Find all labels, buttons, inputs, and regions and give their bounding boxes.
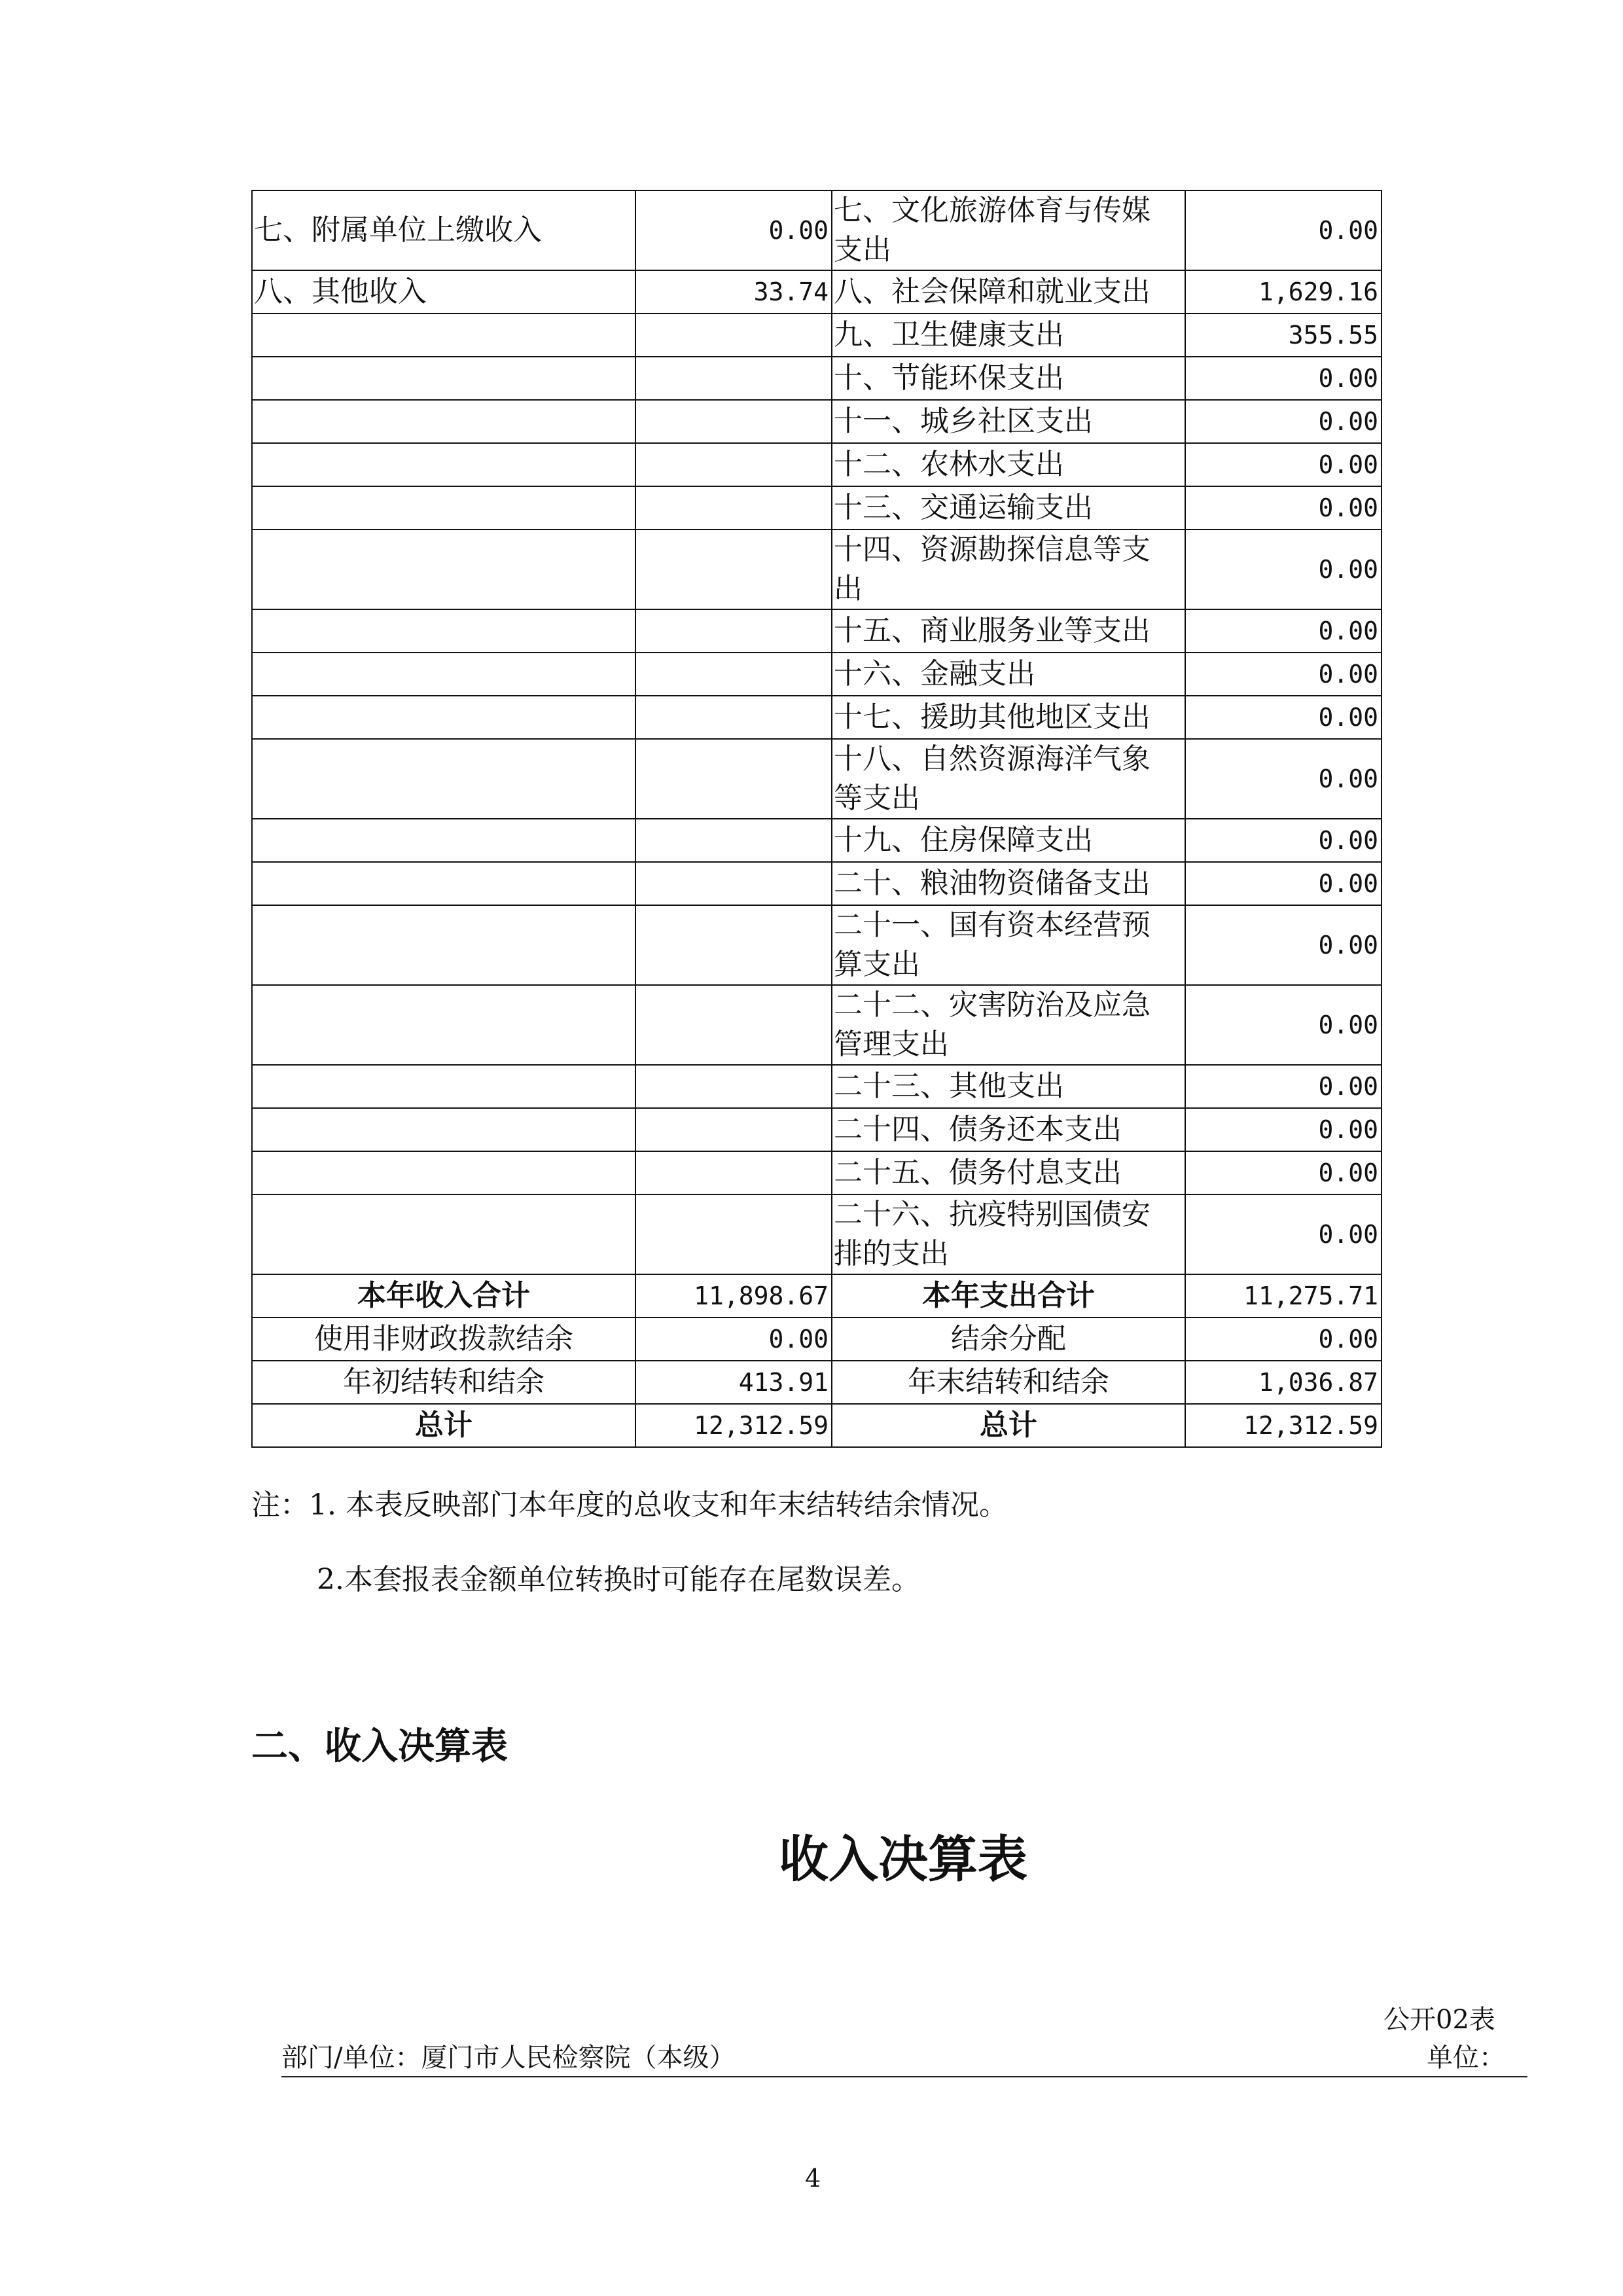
table-title: 收入决算表 xyxy=(779,1830,1027,1888)
note-2: 2.本套报表金额单位转换时可能存在尾数误差。 xyxy=(317,1563,920,1596)
note-1: 1. 本表反映部门本年度的总收支和年末结转结余情况。 xyxy=(309,1488,1008,1522)
expenditure-item-label: 十三、交通运输支出 xyxy=(832,486,1185,529)
expenditure-item-value: 0.00 xyxy=(1185,819,1382,862)
income-item-label xyxy=(252,529,635,609)
expenditure-item-value: 0.00 xyxy=(1185,1108,1382,1151)
table-row xyxy=(252,1194,1382,1274)
income-item-label xyxy=(252,862,635,905)
expenditure-item-value: 0.00 xyxy=(1185,443,1382,486)
income-item-label xyxy=(252,1065,635,1108)
expenditure-item-value: 0.00 xyxy=(1185,739,1382,819)
expenditure-item-value: 0.00 xyxy=(1185,862,1382,905)
income-item-label xyxy=(252,1108,635,1151)
department-label: 部门/单位：厦门市人民检察院（本级） xyxy=(281,2043,736,2073)
expenditure-item-value: 0.00 xyxy=(1185,529,1382,609)
unit-label: 单位： xyxy=(1427,2043,1505,2073)
summary-income-value: 11,898.67 xyxy=(635,1274,832,1318)
expenditure-item-label: 十五、商业服务业等支出 xyxy=(832,609,1185,653)
table-row xyxy=(252,486,1382,529)
table-row xyxy=(252,819,1382,862)
income-item-label xyxy=(252,905,635,985)
income-item-value: 0.00 xyxy=(635,190,832,270)
income-item-value xyxy=(635,739,832,819)
income-item-label xyxy=(252,653,635,696)
income-item-value xyxy=(635,609,832,653)
expenditure-item-value: 1,629.16 xyxy=(1185,270,1382,314)
summary-income-label: 使用非财政拨款结余 xyxy=(252,1318,635,1361)
expenditure-item-value: 0.00 xyxy=(1185,653,1382,696)
summary-row xyxy=(252,1318,1382,1361)
form-code: 公开02表 xyxy=(1383,2005,1495,2035)
expenditure-item-label: 九、卫生健康支出 xyxy=(832,314,1185,357)
summary-expenditure-value: 0.00 xyxy=(1185,1318,1382,1361)
expenditure-item-value: 0.00 xyxy=(1185,400,1382,443)
table-row xyxy=(252,529,1382,609)
income-item-value xyxy=(635,1065,832,1108)
income-item-value xyxy=(635,862,832,905)
expenditure-item-label: 二十三、其他支出 xyxy=(832,1065,1185,1108)
income-item-label xyxy=(252,443,635,486)
expenditure-item-label: 二十五、债务付息支出 xyxy=(832,1151,1185,1194)
expenditure-item-label: 十八、自然资源海洋气象等支出 xyxy=(832,739,1185,819)
income-item-label xyxy=(252,1151,635,1194)
income-item-label xyxy=(252,357,635,400)
expenditure-item-label: 十九、住房保障支出 xyxy=(832,819,1185,862)
expenditure-item-label: 十、节能环保支出 xyxy=(832,357,1185,400)
table-row xyxy=(252,739,1382,819)
expenditure-item-label: 八、社会保障和就业支出 xyxy=(832,270,1185,314)
income-item-value xyxy=(635,486,832,529)
income-item-value xyxy=(635,314,832,357)
table-row xyxy=(252,270,1382,314)
summary-income-label: 本年收入合计 xyxy=(252,1274,635,1318)
expenditure-item-value: 0.00 xyxy=(1185,985,1382,1065)
expenditure-item-value: 0.00 xyxy=(1185,1065,1382,1108)
table-row xyxy=(252,1065,1382,1108)
income-item-label: 八、其他收入 xyxy=(252,270,635,314)
table-row xyxy=(252,609,1382,653)
expenditure-item-label: 二十一、国有资本经营预算支出 xyxy=(832,905,1185,985)
expenditure-item-value: 0.00 xyxy=(1185,190,1382,270)
income-item-value xyxy=(635,985,832,1065)
income-item-value xyxy=(635,905,832,985)
summary-expenditure-label: 总计 xyxy=(832,1404,1185,1447)
expenditure-item-label: 十四、资源勘探信息等支出 xyxy=(832,529,1185,609)
income-item-label xyxy=(252,696,635,739)
summary-expenditure-label: 本年支出合计 xyxy=(832,1274,1185,1318)
income-item-value xyxy=(635,357,832,400)
table-row xyxy=(252,314,1382,357)
income-item-value xyxy=(635,653,832,696)
income-item-value xyxy=(635,696,832,739)
summary-income-value: 413.91 xyxy=(635,1361,832,1404)
expenditure-item-label: 二十、粮油物资储备支出 xyxy=(832,862,1185,905)
expenditure-item-value: 0.00 xyxy=(1185,1194,1382,1274)
summary-income-value: 12,312.59 xyxy=(635,1404,832,1447)
income-item-value xyxy=(635,1108,832,1151)
page-number: 4 xyxy=(805,2164,821,2193)
income-item-label xyxy=(252,739,635,819)
table-row xyxy=(252,905,1382,985)
summary-expenditure-value: 12,312.59 xyxy=(1185,1404,1382,1447)
income-item-value: 33.74 xyxy=(635,270,832,314)
income-item-label xyxy=(252,314,635,357)
summary-row xyxy=(252,1361,1382,1404)
summary-income-label: 年初结转和结余 xyxy=(252,1361,635,1404)
income-item-value xyxy=(635,1151,832,1194)
table-row xyxy=(252,985,1382,1065)
table-row xyxy=(252,653,1382,696)
expenditure-item-label: 二十六、抗疫特别国债安排的支出 xyxy=(832,1194,1185,1274)
expenditure-item-value: 0.00 xyxy=(1185,486,1382,529)
table-row xyxy=(252,696,1382,739)
expenditure-item-value: 355.55 xyxy=(1185,314,1382,357)
table-row xyxy=(252,357,1382,400)
summary-row xyxy=(252,1404,1382,1447)
summary-row xyxy=(252,1274,1382,1318)
income-item-label xyxy=(252,1194,635,1274)
income-item-value xyxy=(635,443,832,486)
notes-prefix: 注： xyxy=(251,1488,309,1522)
table-row xyxy=(252,1151,1382,1194)
income-item-label xyxy=(252,609,635,653)
income-item-label xyxy=(252,819,635,862)
table-row xyxy=(252,1108,1382,1151)
header-rule xyxy=(281,2076,1527,2077)
expenditure-item-label: 十一、城乡社区支出 xyxy=(832,400,1185,443)
expenditure-item-value: 0.00 xyxy=(1185,905,1382,985)
summary-expenditure-label: 年末结转和结余 xyxy=(832,1361,1185,1404)
summary-expenditure-value: 11,275.71 xyxy=(1185,1274,1382,1318)
expenditure-item-value: 0.00 xyxy=(1185,609,1382,653)
income-item-label xyxy=(252,985,635,1065)
income-item-label xyxy=(252,400,635,443)
expenditure-item-label: 七、文化旅游体育与传媒支出 xyxy=(832,190,1185,270)
income-item-value xyxy=(635,1194,832,1274)
summary-expenditure-value: 1,036.87 xyxy=(1185,1361,1382,1404)
income-item-label xyxy=(252,486,635,529)
summary-income-label: 总计 xyxy=(252,1404,635,1447)
table-row xyxy=(252,400,1382,443)
section-heading: 二、收入决算表 xyxy=(251,1725,508,1768)
expenditure-item-label: 十六、金融支出 xyxy=(832,653,1185,696)
table-row xyxy=(252,862,1382,905)
expenditure-item-value: 0.00 xyxy=(1185,1151,1382,1194)
expenditure-item-label: 十二、农林水支出 xyxy=(832,443,1185,486)
expenditure-item-label: 二十四、债务还本支出 xyxy=(832,1108,1185,1151)
income-item-value xyxy=(635,400,832,443)
summary-expenditure-label: 结余分配 xyxy=(832,1318,1185,1361)
table-row xyxy=(252,443,1382,486)
expenditure-item-label: 十七、援助其他地区支出 xyxy=(832,696,1185,739)
expenditure-item-value: 0.00 xyxy=(1185,357,1382,400)
income-item-value xyxy=(635,819,832,862)
income-item-value xyxy=(635,529,832,609)
notes xyxy=(251,1486,1008,1525)
expenditure-item-label: 二十二、灾害防治及应急管理支出 xyxy=(832,985,1185,1065)
income-item-label: 七、附属单位上缴收入 xyxy=(252,190,635,270)
expenditure-item-value: 0.00 xyxy=(1185,696,1382,739)
table-row xyxy=(252,190,1382,270)
summary-income-value: 0.00 xyxy=(635,1318,832,1361)
revenue-expenditure-table xyxy=(251,190,1382,1448)
